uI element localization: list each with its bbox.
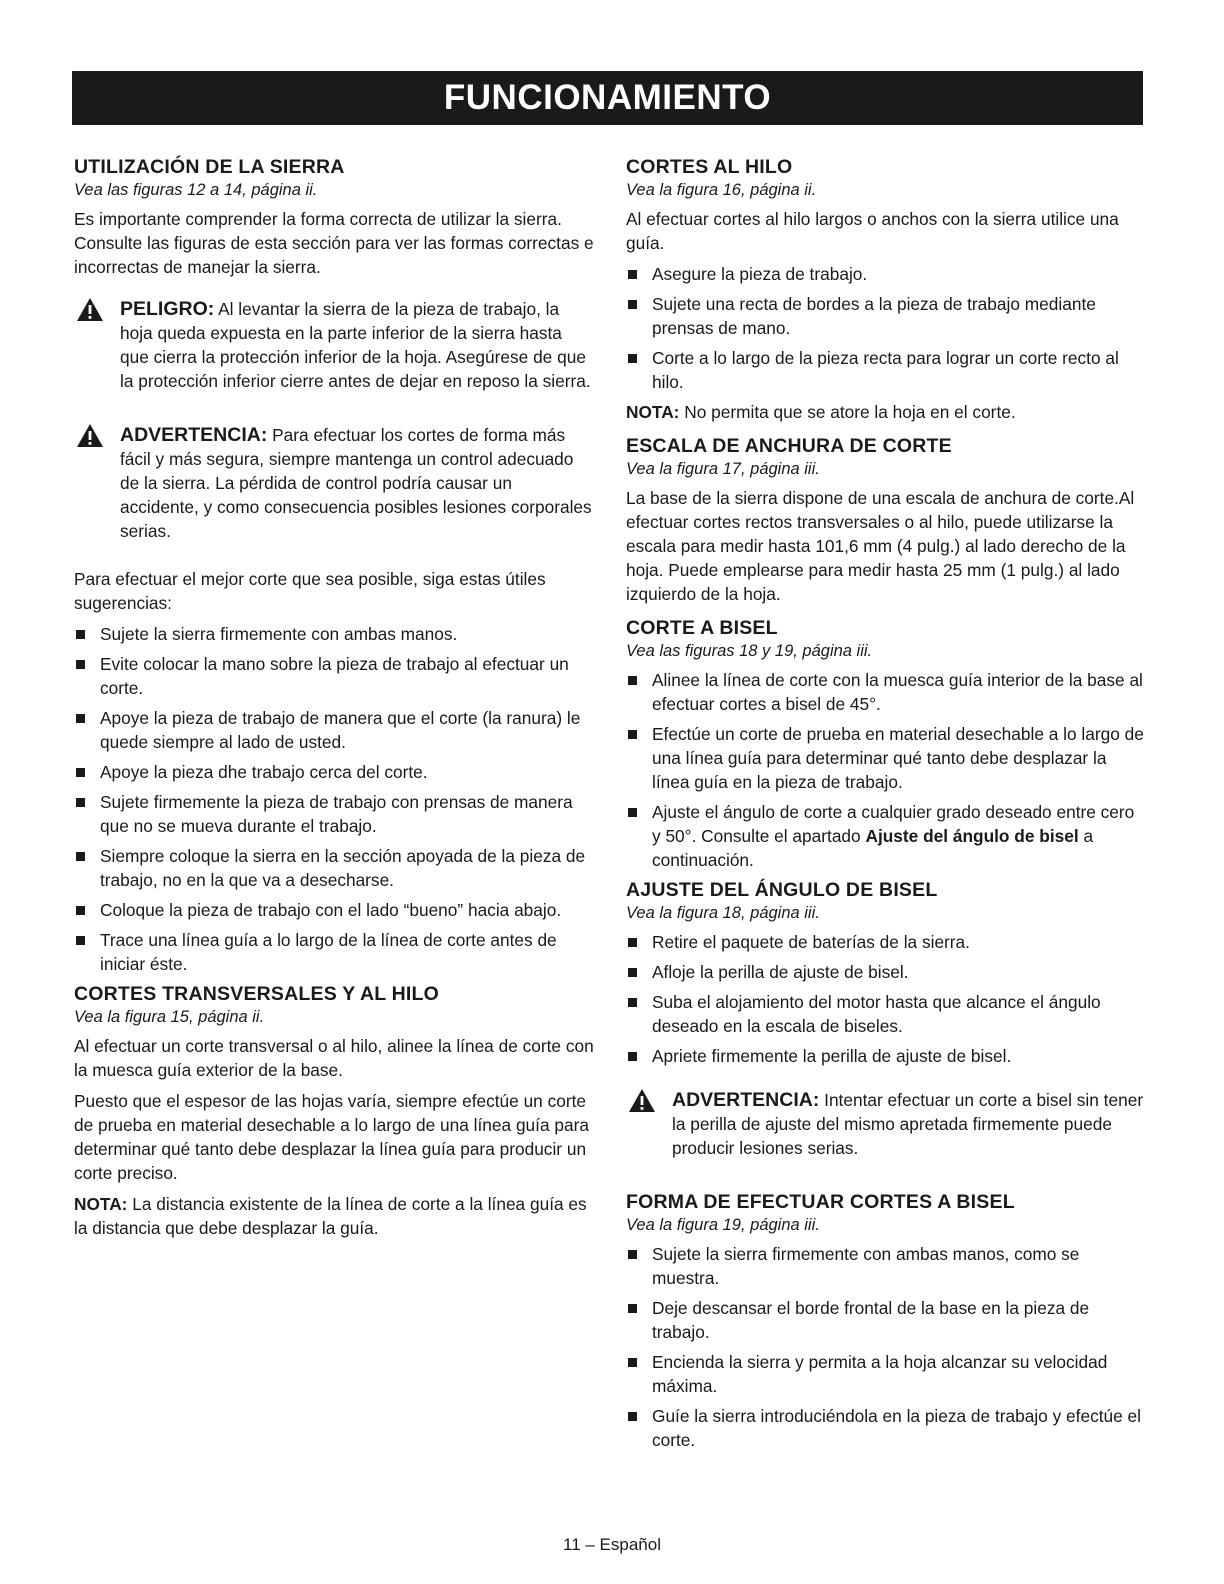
warning-triangle-icon bbox=[76, 297, 104, 322]
danger-notice bbox=[74, 297, 594, 393]
section-title-hilo: CORTES AL HILO bbox=[626, 156, 793, 178]
note bbox=[626, 400, 1146, 424]
warning-notice bbox=[74, 423, 594, 543]
warning-text: Para efectuar los cortes de forma más fácil y más segura, siempre mantenga un control adecuado de la sierra. La pérdida de control podría causar un accidente, y como consecuencia posibles lesiones corporales serias. bbox=[120, 425, 592, 541]
paragraph: Al efectuar un corte transversal o al hilo, alinee la línea de corte con la muesca guía exterior de la base. bbox=[74, 1036, 594, 1080]
note-label: NOTA: bbox=[626, 402, 680, 422]
section-title-forma: FORMA DE EFECTUAR CORTES A BISEL bbox=[626, 1191, 1015, 1213]
figure-reference: Vea las figuras 12 a 14, página ii. bbox=[74, 181, 318, 199]
section-title-ajuste: AJUSTE DEL ÁNGULO DE BISEL bbox=[626, 879, 938, 901]
tips-list bbox=[74, 622, 594, 976]
cross-reference: Ajuste del ángulo de bisel bbox=[865, 826, 1079, 846]
list-item: Sujete la sierra firmemente con ambas manos, como se muestra. bbox=[626, 1242, 1146, 1290]
figure-reference: Vea la figura 16, página ii. bbox=[626, 181, 817, 199]
list-item: Retire el paquete de baterías de la sierra. bbox=[626, 930, 1146, 954]
warning-label: ADVERTENCIA: bbox=[120, 424, 268, 446]
list-item: Suba el alojamiento del motor hasta que alcance el ángulo deseado en la escala de biseles. bbox=[626, 990, 1146, 1038]
list-item: Sujete la sierra firmemente con ambas manos. bbox=[74, 622, 594, 646]
paragraph: Puesto que el espesor de las hojas varía, siempre efectúe un corte de prueba en material desechable a lo largo de una línea guía para determinar qué tanto debe desplazar la línea guía para producir un corte preciso. bbox=[74, 1091, 589, 1183]
steps-list bbox=[626, 668, 1146, 872]
list-item: Asegure la pieza de trabajo. bbox=[626, 262, 1146, 286]
danger-text: Al levantar la sierra de la pieza de trabajo, la hoja queda expuesta en la parte inferior de la sierra hasta que cierra la protección inferior de la hoja. Asegúrese de que la protección inferior cierre antes de dejar en reposo la sierra. bbox=[120, 299, 591, 391]
warning-label: ADVERTENCIA: bbox=[672, 1089, 820, 1111]
figure-reference: Vea la figura 19, página iii. bbox=[626, 1216, 820, 1234]
section-title-bisel: CORTE A BISEL bbox=[626, 617, 778, 639]
paragraph: La base de la sierra dispone de una escala de anchura de corte.Al efectuar cortes rectos transversales o al hilo, puede utilizarse la escala para medir hasta 101,6 mm (4 pulg.) al lado derecho de la hoja. Puede emplearse para medir hasta 25 mm (1 pulg.) al lado izquierdo de la hoja. bbox=[626, 488, 1135, 604]
list-item-text: a continuación. bbox=[652, 826, 1094, 870]
section-title-utilizacion: UTILIZACIÓN DE LA SIERRA bbox=[74, 156, 345, 178]
list-item: Apoye la pieza de trabajo de manera que el corte (la ranura) le quede siempre al lado de usted. bbox=[74, 706, 594, 754]
warning-notice bbox=[626, 1088, 1146, 1160]
figure-reference: Vea la figura 17, página iii. bbox=[626, 460, 820, 478]
list-item-text: Ajuste el ángulo de corte a cualquier grado deseado entre cero y 50°. Consulte el apartado bbox=[652, 802, 1135, 846]
list-item: Efectúe un corte de prueba en material desechable a lo largo de una línea guía para determinar qué tanto debe desplazar la línea guía en la pieza de trabajo. bbox=[626, 722, 1146, 794]
list-item: Coloque la pieza de trabajo con el lado “bueno” hacia abajo. bbox=[74, 898, 594, 922]
list-item: Apriete firmemente la perilla de ajuste de bisel. bbox=[626, 1044, 1146, 1068]
section-title-transversales: CORTES TRANSVERSALES Y AL HILO bbox=[74, 983, 439, 1005]
list-item bbox=[626, 800, 1146, 872]
list-item: Sujete una recta de bordes a la pieza de trabajo mediante prensas de mano. bbox=[626, 292, 1146, 340]
list-item: Siempre coloque la sierra en la sección apoyada de la pieza de trabajo, no en la que va a desecharse. bbox=[74, 844, 594, 892]
list-item: Sujete firmemente la pieza de trabajo con prensas de manera que no se mueva durante el trabajo. bbox=[74, 790, 594, 838]
steps-list bbox=[626, 1242, 1146, 1452]
paragraph: Al efectuar cortes al hilo largos o anchos con la sierra utilice una guía. bbox=[626, 209, 1119, 253]
figure-reference: Vea las figuras 18 y 19, página iii. bbox=[626, 642, 873, 660]
note-text: La distancia existente de la línea de corte a la línea guía es la distancia que debe desplazar la guía. bbox=[74, 1194, 587, 1238]
warning-text: Intentar efectuar un corte a bisel sin tener la perilla de ajuste del mismo apretada firmemente puede producir lesiones serias. bbox=[672, 1090, 1144, 1158]
note-label: NOTA: bbox=[74, 1194, 128, 1214]
left-column bbox=[74, 155, 594, 1247]
list-item: Deje descansar el borde frontal de la base en la pieza de trabajo. bbox=[626, 1296, 1146, 1344]
paragraph: Para efectuar el mejor corte que sea posible, siga estas útiles sugerencias: bbox=[74, 569, 546, 613]
page-number: 11 – Español bbox=[563, 1535, 661, 1554]
list-item: Corte a lo largo de la pieza recta para lograr un corte recto al hilo. bbox=[626, 346, 1146, 394]
steps-list bbox=[626, 262, 1146, 394]
list-item: Guíe la sierra introduciéndola en la pieza de trabajo y efectúe el corte. bbox=[626, 1404, 1146, 1452]
steps-list bbox=[626, 930, 1146, 1068]
note bbox=[74, 1192, 594, 1240]
right-column bbox=[626, 155, 1146, 1458]
warning-triangle-icon bbox=[76, 423, 104, 448]
list-item: Encienda la sierra y permita a la hoja alcanzar su velocidad máxima. bbox=[626, 1350, 1146, 1398]
list-item: Trace una línea guía a lo largo de la línea de corte antes de iniciar éste. bbox=[74, 928, 594, 976]
section-title-escala: ESCALA DE ANCHURA DE CORTE bbox=[626, 435, 952, 457]
page-title: FUNCIONAMIENTO bbox=[72, 71, 1143, 125]
list-item: Afloje la perilla de ajuste de bisel. bbox=[626, 960, 1146, 984]
danger-label: PELIGRO: bbox=[120, 298, 215, 320]
list-item: Alinee la línea de corte con la muesca guía interior de la base al efectuar cortes a bisel de 45°. bbox=[626, 668, 1146, 716]
figure-reference: Vea la figura 18, página iii. bbox=[626, 904, 820, 922]
paragraph: Es importante comprender la forma correcta de utilizar la sierra. Consulte las figuras de esta sección para ver las formas correctas e incorrectas de manejar la sierra. bbox=[74, 209, 594, 277]
list-item: Apoye la pieza dhe trabajo cerca del corte. bbox=[74, 760, 594, 784]
warning-triangle-icon bbox=[628, 1088, 656, 1113]
list-item: Evite colocar la mano sobre la pieza de trabajo al efectuar un corte. bbox=[74, 652, 594, 700]
figure-reference: Vea la figura 15, página ii. bbox=[74, 1008, 265, 1026]
note-text: No permita que se atore la hoja en el corte. bbox=[679, 402, 1016, 422]
